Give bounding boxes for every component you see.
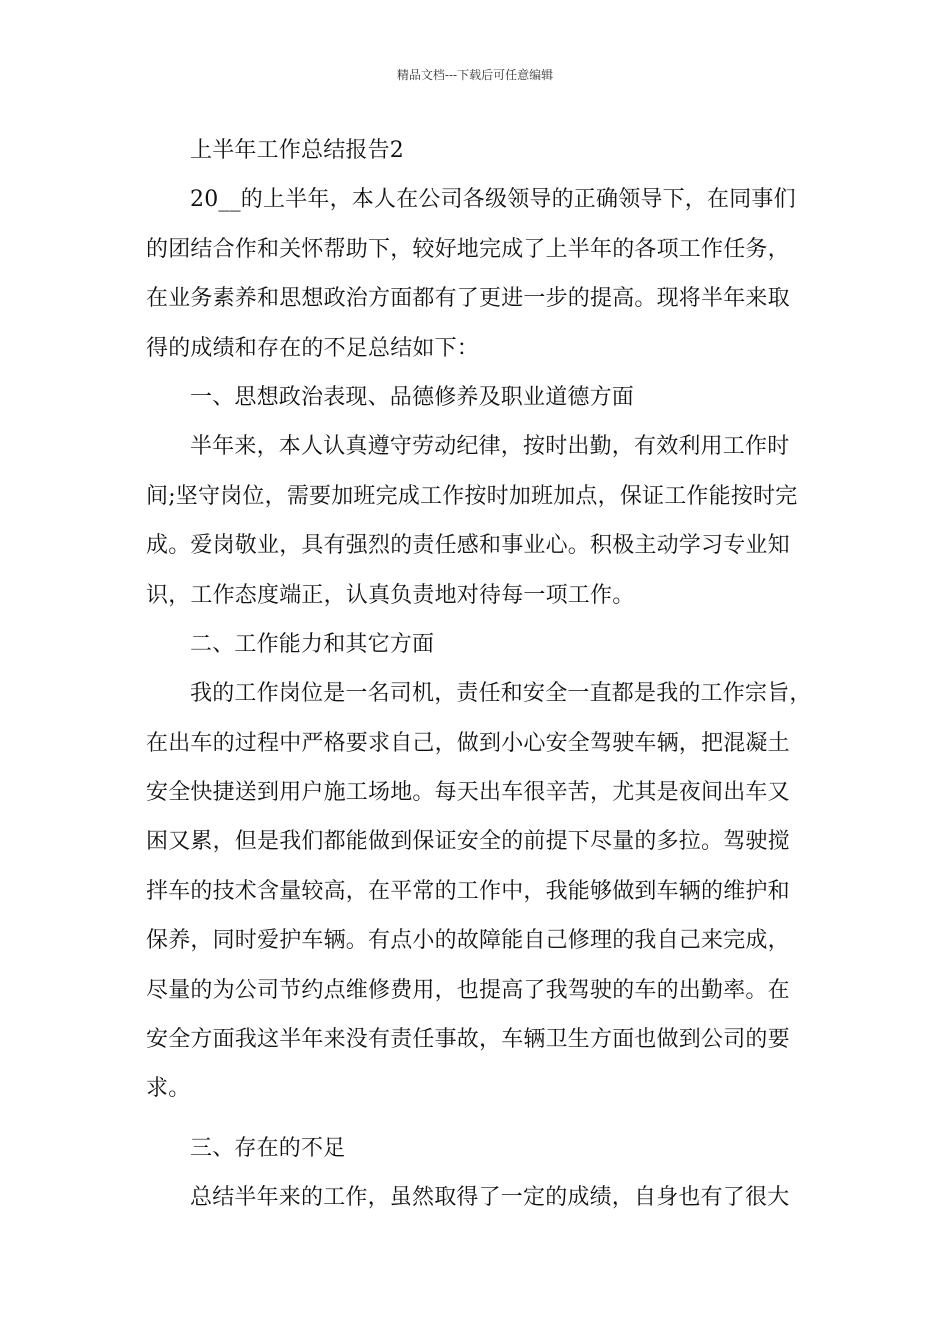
paragraph-line: 半年来，本人认真遵守劳动纪律，按时出勤，有效利用工作时 (190, 434, 790, 460)
paragraph-line: 保养，同时爱护车辆。有点小的故障能自己修理的我自己来完成， (146, 928, 790, 954)
paragraph-line: 在出车的过程中严格要求自己，做到小心安全驾驶车辆，把混凝土 (146, 730, 790, 756)
paragraph-line: 尽量的为公司节约点维修费用，也提高了我驾驶的车的出勤率。在 (146, 977, 790, 1003)
paragraph-line: 拌车的技术含量较高，在平常的工作中，我能够做到车辆的维护和 (146, 878, 790, 904)
section-heading: 三、存在的不足 (190, 1135, 346, 1161)
paragraph-line: 识，工作态度端正，认真负责地对待每一项工作。 (146, 582, 635, 608)
page-header-note: 精品文档---下载后可任意编辑 (396, 68, 554, 82)
paragraph-line: 安全快捷送到用户施工场地。每天出车很辛苦，尤其是夜间出车又 (146, 780, 790, 806)
paragraph-line: 在业务素养和思想政治方面都有了更进一步的提高。现将半年来取 (146, 286, 790, 312)
paragraph-line: 得的成绩和存在的不足总结如下： (146, 335, 480, 361)
paragraph-line: 求。 (146, 1076, 191, 1102)
paragraph-gap (146, 1114, 826, 1124)
paragraph-line: 安全方面我这半年来没有责任事故，车辆卫生方面也做到公司的要 (146, 1027, 790, 1053)
paragraph-line: 20__的上半年，本人在公司各级领导的正确领导下，在同事们 (190, 187, 796, 213)
paragraph-line: 我的工作岗位是一名司机，责任和安全一直都是我的工作宗旨， (190, 681, 812, 707)
paragraph-line: 的团结合作和关怀帮助下，较好地完成了上半年的各项工作任务， (146, 236, 790, 262)
document-body (146, 126, 826, 1223)
paragraph-line: 困又累，但是我们都能做到保证安全的前提下尽量的多拉。驾驶搅 (146, 829, 790, 855)
paragraph-line: 间;坚守岗位，需要加班完成工作按时加班加点，保证工作能按时完 (146, 483, 798, 509)
document-title: 上半年工作总结报告2 (190, 138, 404, 163)
section-heading: 一、思想政治表现、品德修养及职业道德方面 (190, 384, 635, 410)
paragraph-line: 成。爱岗敬业，具有强烈的责任感和事业心。积极主动学习专业知 (146, 533, 790, 559)
paragraph-line: 总结半年来的工作，虽然取得了一定的成绩，自身也有了很大 (190, 1185, 790, 1211)
section-heading: 二、工作能力和其它方面 (190, 631, 435, 657)
